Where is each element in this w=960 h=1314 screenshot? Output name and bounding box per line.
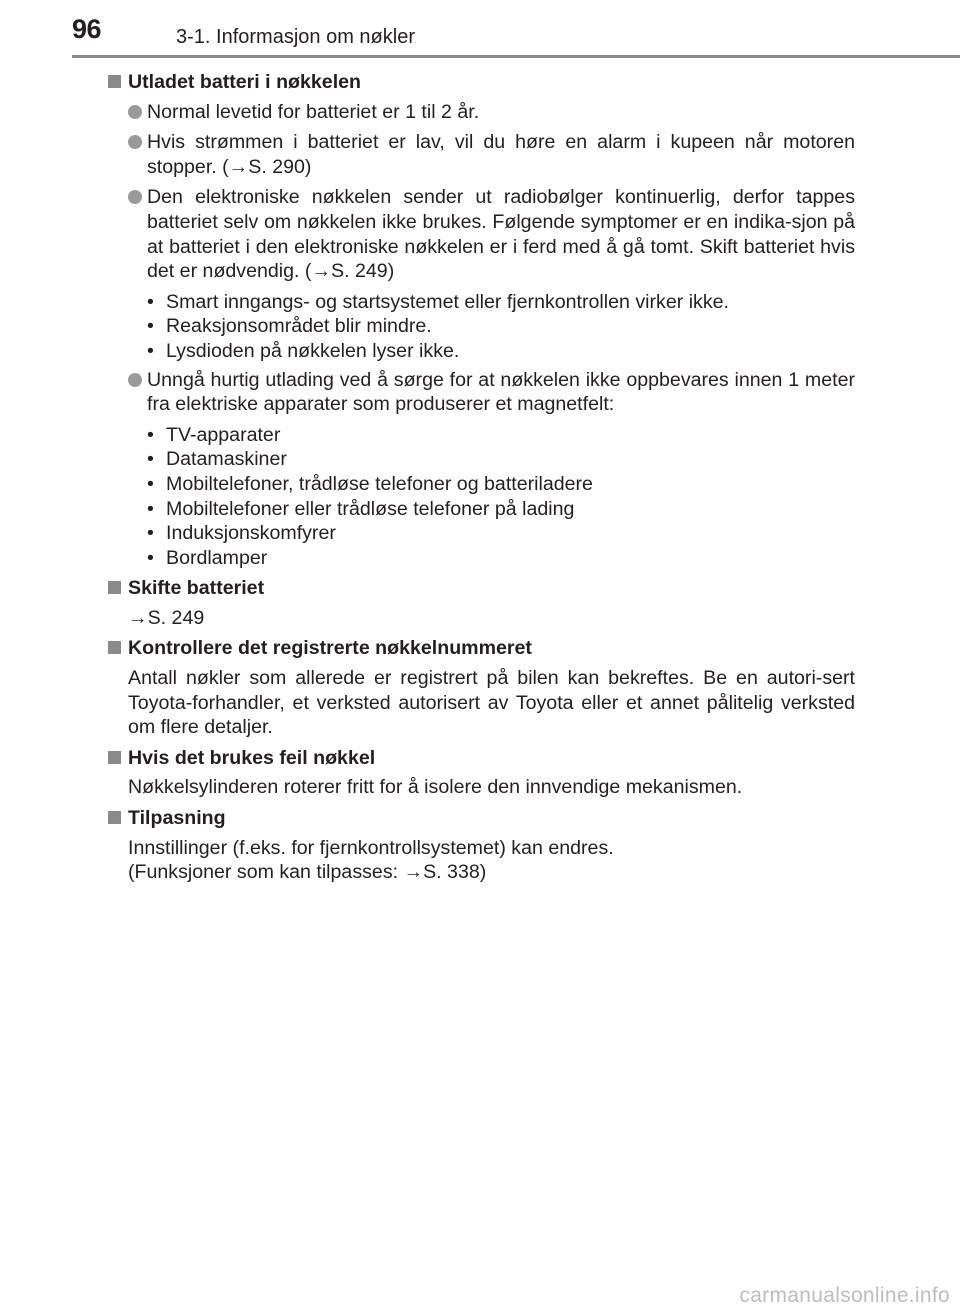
- watermark: carmanualsonline.info: [739, 1284, 950, 1307]
- sub-list-item: [147, 546, 855, 571]
- sub-list-item: [147, 423, 855, 448]
- section-heading-text: Skifte batteriet: [128, 577, 265, 600]
- circle-bullet-icon: [128, 373, 142, 387]
- sub-list-item: [147, 447, 855, 472]
- list-item: [108, 185, 855, 283]
- square-bullet-icon: [108, 581, 121, 594]
- page-number: 96: [72, 14, 102, 44]
- circle-bullet-icon: [128, 135, 142, 149]
- sub-list-item-text: Mobiltelefoner, trådløse telefoner og batteriladere: [166, 472, 593, 495]
- bullet-icon: •: [147, 448, 154, 471]
- sub-list: [108, 290, 855, 364]
- paragraph: Nøkkelsylinderen roterer fritt for å isolere den innvendige mekanismen.: [128, 776, 743, 799]
- bullet-icon: •: [147, 472, 154, 495]
- section-heading-text: Tilpasning: [128, 807, 226, 830]
- list-item: [108, 100, 855, 125]
- paragraph: →S. 249: [128, 606, 205, 629]
- paragraph: Antall nøkler som allerede er registrert på bilen kan bekreftes. Be en autori-sert Toyota-forhandler, et verksted autorisert av Toyota eller et annet pålitelig verksted om flere detaljer.: [128, 667, 855, 739]
- sub-list-item-text: Smart inngangs- og startsystemet eller fjernkontrollen virker ikke.: [166, 290, 729, 313]
- section-heading: [108, 746, 855, 771]
- bullet-icon: •: [147, 423, 154, 446]
- square-bullet-icon: [108, 75, 121, 88]
- sub-list-item: [147, 521, 855, 546]
- section: [108, 576, 855, 630]
- square-bullet-icon: [108, 751, 121, 764]
- section-heading-text: Hvis det brukes feil nøkkel: [128, 746, 376, 769]
- paragraph: (Funksjoner som kan tilpasses: →S. 338): [128, 861, 487, 884]
- bullet-icon: •: [147, 546, 154, 569]
- paragraph: Innstillinger (f.eks. for fjernkontrollsystemet) kan endres.: [128, 836, 614, 859]
- section: [108, 70, 855, 570]
- sub-list-item-text: Lysdioden på nøkkelen lyser ikke.: [166, 339, 460, 362]
- section: [108, 636, 855, 739]
- sub-list-item-text: Datamaskiner: [166, 448, 287, 471]
- square-bullet-icon: [108, 811, 121, 824]
- bullet-icon: •: [147, 522, 154, 545]
- document-body: [108, 70, 855, 891]
- sub-list-item: [147, 314, 855, 339]
- sub-list-item: [147, 339, 855, 364]
- sub-list-item: [147, 497, 855, 522]
- list-item-text: Normal levetid for batteriet er 1 til 2 år.: [147, 100, 480, 123]
- list-item-text: Unngå hurtig utlading ved å sørge for at nøkkelen ikke oppbevares innen 1 meter fra elektriske apparater som produserer et magnetfelt:: [147, 368, 855, 416]
- section-heading: [108, 576, 855, 601]
- sub-list-item: [147, 290, 855, 315]
- list-item-text: Hvis strømmen i batteriet er lav, vil du høre en alarm i kupeen når motoren stopper. (→S. 290): [147, 131, 855, 178]
- section-heading: [108, 806, 855, 831]
- sub-list-item-text: Mobiltelefoner eller trådløse telefoner på lading: [166, 497, 575, 520]
- bullet-icon: •: [147, 315, 154, 338]
- bullet-icon: •: [147, 290, 154, 313]
- list-item: [108, 368, 855, 417]
- chapter-title: 3-1. Informasjon om nøkler: [176, 26, 415, 48]
- section-heading-text: Utladet batteri i nøkkelen: [128, 71, 362, 93]
- section: [108, 806, 855, 885]
- section-heading: [108, 636, 855, 661]
- circle-bullet-icon: [128, 190, 142, 204]
- sub-list-item-text: Bordlamper: [166, 546, 268, 569]
- sub-list-item-text: Reaksjonsområdet blir mindre.: [166, 315, 432, 338]
- section-heading: [108, 70, 855, 95]
- square-bullet-icon: [108, 641, 121, 654]
- sub-list-item-text: Induksjonskomfyrer: [166, 522, 336, 545]
- section: [108, 746, 855, 800]
- bullet-icon: •: [147, 497, 154, 520]
- sub-list: [108, 423, 855, 571]
- list-item: [108, 130, 855, 179]
- bullet-icon: •: [147, 339, 154, 362]
- header-divider: [72, 55, 960, 58]
- sub-list-item: [147, 472, 855, 497]
- list-item-text: Den elektroniske nøkkelen sender ut radiobølger kontinuerlig, derfor tappes batteriet selv om nøkkelen ikke brukes. Følgende symptomer er en indika-sjon på at batteriet i den elektroniske nøkkelen er i ferd med å gå tomt. Skift batteriet hvis det er nødvendig. (→S. 249): [147, 186, 855, 283]
- circle-bullet-icon: [128, 105, 142, 119]
- sub-list-item-text: TV-apparater: [166, 423, 281, 446]
- section-heading-text: Kontrollere det registrerte nøkkelnummeret: [128, 637, 532, 660]
